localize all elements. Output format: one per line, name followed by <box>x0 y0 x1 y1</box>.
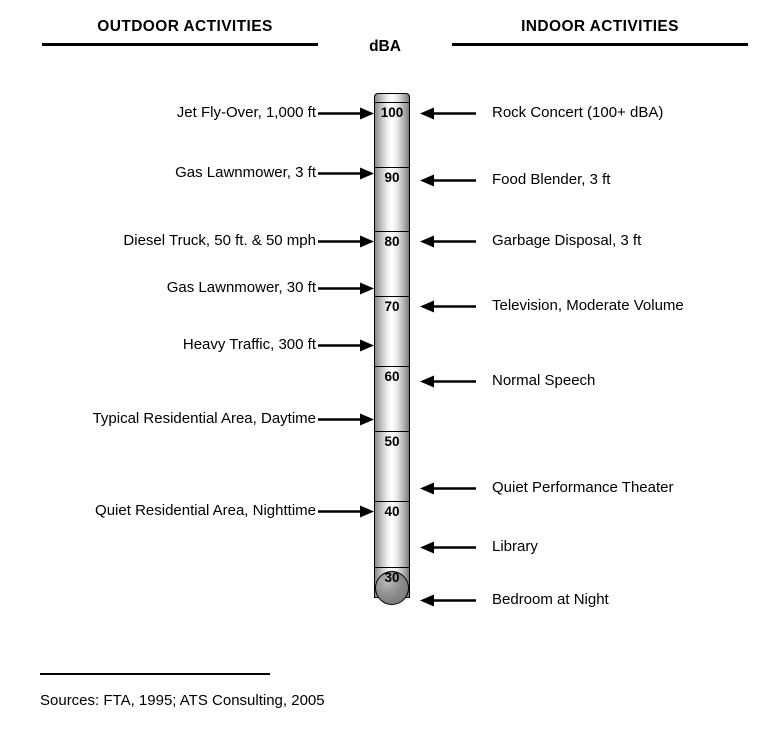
indoor-activity-label: Quiet Performance Theater <box>492 479 674 496</box>
scale-tick-label: 100 <box>380 105 404 120</box>
arrow-right-icon <box>318 167 374 180</box>
arrow-left-icon <box>420 594 476 607</box>
arrow-left-icon <box>420 235 476 248</box>
scale-tick-label: 80 <box>384 234 400 249</box>
scale-tick-mark <box>375 231 409 232</box>
source-divider <box>40 673 270 675</box>
scale-tick-label: 40 <box>384 504 400 519</box>
indoor-activity-label: Normal Speech <box>492 372 596 389</box>
indoor-activity-label: Television, Moderate Volume <box>492 297 684 314</box>
arrow-right-icon <box>318 282 374 295</box>
scale-tick-label: 30 <box>384 570 400 585</box>
scale-tick-label: 70 <box>384 299 400 314</box>
outdoor-activity-label: Typical Residential Area, Daytime <box>92 410 316 427</box>
indoor-activity-label: Rock Concert (100+ dBA) <box>492 104 664 121</box>
scale-tick-mark <box>375 102 409 103</box>
indoor-activity-label: Food Blender, 3 ft <box>492 171 611 188</box>
indoor-activity-label: Garbage Disposal, 3 ft <box>492 232 642 249</box>
outdoor-activities-header: OUTDOOR ACTIVITIES <box>97 18 273 35</box>
arrow-left-icon <box>420 375 476 388</box>
indoor-activity-label: Library <box>492 538 538 555</box>
thermometer-tube <box>374 93 410 598</box>
scale-tick-mark <box>375 431 409 432</box>
outdoor-activity-label: Gas Lawnmower, 30 ft <box>166 279 316 296</box>
scale-tick-label: 60 <box>384 369 400 384</box>
arrow-left-icon <box>420 482 476 495</box>
scale-tick-label: 50 <box>384 434 400 449</box>
scale-unit-label: dBA <box>369 38 401 55</box>
arrow-left-icon <box>420 300 476 313</box>
indoor-activities-header: INDOOR ACTIVITIES <box>521 18 679 35</box>
outdoor-activity-label: Jet Fly-Over, 1,000 ft <box>176 104 316 121</box>
source-note: Sources: FTA, 1995; ATS Consulting, 2005 <box>40 692 325 709</box>
arrow-right-icon <box>318 505 374 518</box>
indoor-activity-label: Bedroom at Night <box>492 591 609 608</box>
arrow-left-icon <box>420 107 476 120</box>
outdoor-activity-label: Diesel Truck, 50 ft. & 50 mph <box>123 232 316 249</box>
scale-tick-mark <box>375 167 409 168</box>
arrow-right-icon <box>318 413 374 426</box>
arrow-right-icon <box>318 107 374 120</box>
indoor-header-rule <box>452 43 748 46</box>
scale-tick-mark <box>375 567 409 568</box>
outdoor-activity-label: Quiet Residential Area, Nighttime <box>95 502 316 519</box>
scale-tick-mark <box>375 296 409 297</box>
arrow-right-icon <box>318 339 374 352</box>
outdoor-activity-label: Heavy Traffic, 300 ft <box>182 336 316 353</box>
outdoor-activity-label: Gas Lawnmower, 3 ft <box>175 164 316 181</box>
arrow-right-icon <box>318 235 374 248</box>
arrow-left-icon <box>420 541 476 554</box>
outdoor-header-rule <box>42 43 318 46</box>
scale-tick-label: 90 <box>384 170 400 185</box>
decibel-thermometer <box>374 93 412 613</box>
arrow-left-icon <box>420 174 476 187</box>
scale-tick-mark <box>375 366 409 367</box>
scale-tick-mark <box>375 501 409 502</box>
